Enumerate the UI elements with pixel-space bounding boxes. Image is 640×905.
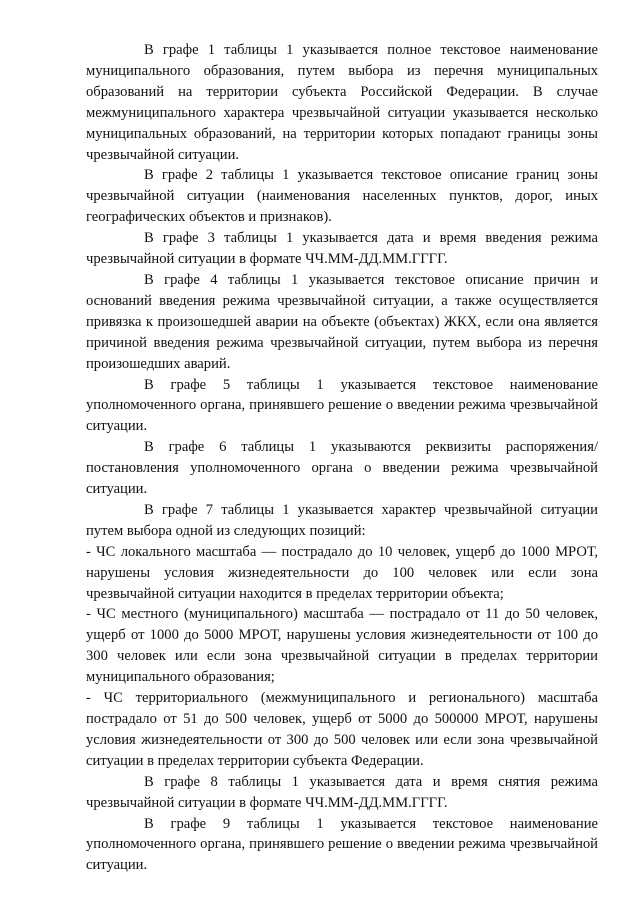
document-body	[86, 40, 598, 876]
list-item-territorial-emergency: - ЧС территориального (межмуниципального и регионального) масштаба пострадало от 51 до 500 человек, ущерб от 5000 до 500000 МРОТ, нарушены условия жизнедеятельности от 300 до 500 человек или если зона чрезвычайной ситуации в пределах территории субъекта Федерации.	[86, 690, 598, 769]
paragraph-column-5: В графе 5 таблицы 1 указывается текстовое наименование уполномоченного органа, принявшего решение о введении режима чрезвычайной ситуации.	[86, 376, 598, 435]
paragraph-column-9: В графе 9 таблицы 1 указывается текстовое наименование уполномоченного органа, принявшего решение о введении режима чрезвычайной ситуации.	[86, 815, 598, 874]
paragraph-column-2: В графе 2 таблицы 1 указывается текстовое описание границ зоны чрезвычайной ситуации (наименования населенных пунктов, дорог, иных географических объектов и признаков).	[86, 167, 598, 226]
paragraph-column-7: В графе 7 таблицы 1 указывается характер чрезвычайной ситуации путем выбора одной из следующих позиций:	[86, 501, 598, 539]
paragraph-column-1: В графе 1 таблицы 1 указывается полное текстовое наименование муниципального образования, путем выбора из перечня муниципальных образований на территории субъекта Российской Федерации. В случае межмуниципального характера чрезвычайной ситуации указывается несколько муниципальных образований, на территории которых попадают границы зоны чрезвычайной ситуации.	[86, 42, 598, 163]
paragraph-column-4: В графе 4 таблицы 1 указывается текстовое описание причин и оснований введения режима чрезвычайной ситуации, а также осуществляется привязка к произошедшей аварии на объекте (объектах) ЖКХ, если она является причиной введения режима чрезвычайной ситуации, путем выбора из перечня произошедших аварий.	[86, 271, 598, 372]
list-item-local-emergency: - ЧС локального масштаба — пострадало до 10 человек, ущерб до 1000 МРОТ, нарушены условия жизнедеятельности до 100 человек или если зона чрезвычайной ситуации находится в пределах территории объекта;	[86, 543, 598, 602]
paragraph-column-3: В графе 3 таблицы 1 указывается дата и время введения режима чрезвычайной ситуации в формате ЧЧ.ММ-ДД.ММ.ГГГГ.	[86, 230, 598, 268]
paragraph-column-6: В графе 6 таблицы 1 указываются реквизиты распоряжения/постановления уполномоченного органа о введении режима чрезвычайной ситуации.	[86, 439, 598, 498]
paragraph-column-8: В графе 8 таблицы 1 указывается дата и время снятия режима чрезвычайной ситуации в формате ЧЧ.ММ-ДД.ММ.ГГГГ.	[86, 773, 598, 811]
list-item-municipal-emergency: - ЧС местного (муниципального) масштаба — пострадало от 11 до 50 человек, ущерб от 1000 до 5000 МРОТ, нарушены условия жизнедеятельности от 100 до 300 человек или если зона чрезвычайной ситуации в пределах территории муниципального образования;	[86, 606, 598, 686]
